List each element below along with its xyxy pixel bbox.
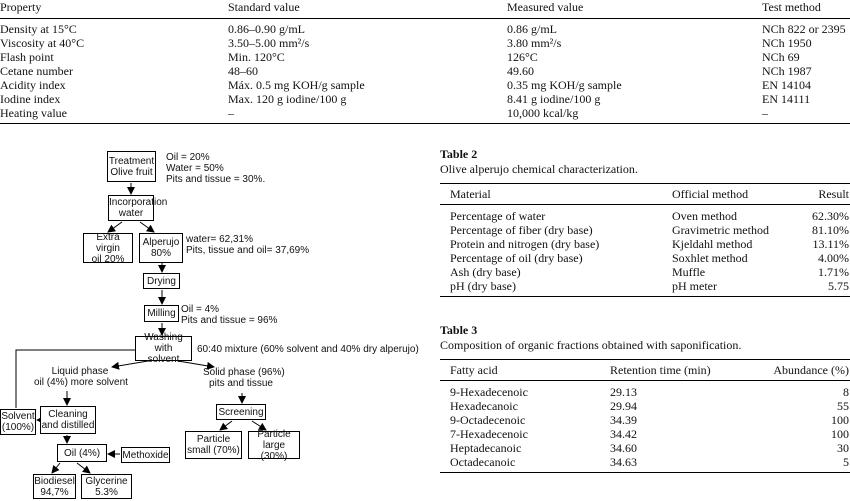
table-cell: 4.00%	[818, 251, 849, 265]
table-cell: Muffle	[672, 265, 706, 279]
table-1-row	[0, 36, 850, 50]
node-solvent: Solvent (100%)	[1, 411, 35, 433]
table-3-header-row	[440, 360, 850, 381]
arrow-oil-biodiesel	[52, 463, 60, 473]
table-cell: Kjeldahl method	[672, 237, 753, 251]
table-2-row	[440, 237, 850, 251]
node-extra-virgin-oil: Extra virgin oil 20%	[83, 233, 133, 263]
table-cell: Ash (dry base)	[450, 265, 521, 279]
table-2-row	[440, 279, 850, 297]
table-3-row	[440, 381, 850, 400]
node-particle-large: Particle large (30%)	[248, 431, 300, 459]
arrow-oil-glycerine	[77, 463, 90, 473]
column-header: Property	[0, 0, 228, 19]
table-1-row	[0, 19, 850, 37]
table-2-caption: Olive alperujo chemical characterization.	[440, 162, 638, 176]
table-cell: 62.30%	[812, 209, 849, 223]
table-2-row	[440, 223, 850, 237]
node-alperujo: Alperujo 80%	[139, 233, 183, 263]
table-3-caption: Composition of organic fractions obtained with saponification.	[440, 338, 742, 352]
table-cell: Máx. 0.5 mg KOH/g sample	[228, 78, 365, 92]
table-cell: Min. 120°C	[228, 50, 285, 64]
table-cell: 48–60	[228, 64, 258, 78]
table-cell: 29.94	[610, 399, 637, 413]
table-cell: Percentage of oil (dry base)	[450, 251, 583, 265]
table-cell: Oven method	[672, 209, 737, 223]
table-cell: Iodine index	[0, 92, 61, 106]
table-cell: 9-Octadecenoic	[450, 413, 526, 427]
table-3-title: Table 3	[440, 323, 478, 337]
table-3-row	[440, 427, 850, 441]
table-cell: 5	[750, 455, 850, 473]
arrow-incorporation-alperujo	[140, 222, 154, 232]
table-2-row	[440, 265, 850, 279]
table-2-row	[440, 251, 850, 265]
table-cell: 0.86–0.90 g/mL	[228, 22, 305, 36]
node-glycerine: Glycerine 5.3%	[81, 474, 132, 499]
table-cell: Viscosity at 40°C	[0, 36, 85, 50]
table-cell: –	[762, 106, 850, 124]
note-alperujo: water= 62,31% Pits, tissue and oil= 37,69%	[186, 234, 310, 256]
column-header: Material	[440, 184, 662, 205]
table-cell: pH meter	[662, 279, 802, 297]
table-1-row	[0, 78, 850, 92]
table-cell: –	[228, 106, 507, 124]
table-1-row	[0, 64, 850, 78]
table-1-row	[0, 92, 850, 106]
node-particle-small: Particle small (70%)	[185, 431, 242, 459]
table-cell: Soxhlet method	[672, 251, 748, 265]
table-cell: Octadecanoic	[440, 455, 600, 473]
note-milling: Oil = 4% Pits and tissue = 96%	[181, 304, 278, 326]
table-1-header-row	[0, 0, 850, 19]
note-treatment: Oil = 20% Water = 50% Pits and tissue = 30%.	[166, 152, 266, 185]
table-cell: NCh 69	[762, 50, 800, 64]
table-cell: 29.13	[610, 385, 637, 399]
column-header: Measured value	[507, 0, 762, 19]
table-2-header-row	[440, 184, 850, 205]
table-cell: Percentage of fiber (dry base)	[450, 223, 593, 237]
node-milling: Milling	[144, 305, 179, 322]
table-cell: NCh 1987	[762, 64, 812, 78]
column-header: Test method	[762, 0, 850, 19]
table-cell: Percentage of water	[450, 209, 546, 223]
table-cell: Gravimetric method	[672, 223, 769, 237]
node-biodiesel: Biodiesel 94,7%	[34, 475, 75, 498]
table-cell: 10,000 kcal/kg	[507, 106, 762, 124]
table-cell: Hexadecanoic	[450, 399, 518, 413]
table-cell: 126°C	[507, 50, 538, 64]
node-incorporation-water: Incorporation water	[109, 197, 168, 219]
node-cleaning-distilled: Cleaning and distilled	[40, 406, 96, 434]
table-cell: Heptadecanoic	[450, 441, 522, 455]
table-3-row	[440, 441, 850, 455]
table-cell: Max. 120 g iodine/100 g	[228, 92, 347, 106]
table-1-row	[0, 50, 850, 64]
node-methoxide: Methoxide	[121, 447, 170, 463]
table-cell: Acidity index	[0, 78, 66, 92]
table-cell: EN 14111	[762, 92, 811, 106]
table-3	[440, 323, 850, 473]
table-cell: Cetane number	[0, 64, 73, 78]
table-cell: pH (dry base)	[440, 279, 662, 297]
node-drying: Drying	[143, 273, 180, 289]
arrow-screening-small	[220, 421, 232, 430]
node-washing-with-solvent: Washing with solvent	[135, 336, 192, 361]
table-cell: 0.35 mg KOH/g sample	[507, 78, 622, 92]
table-cell: 55	[837, 399, 849, 413]
node-oil: Oil (4%)	[57, 444, 107, 462]
table-cell: 13.11%	[812, 237, 849, 251]
table-2	[440, 147, 850, 297]
table-cell: 9-Hexadecenoic	[450, 385, 528, 399]
table-cell: NCh 1950	[762, 36, 812, 50]
table-cell: 34.39	[610, 413, 637, 427]
column-header: Fatty acid	[440, 360, 600, 381]
column-header: Standard value	[228, 0, 507, 19]
table-cell: Flash point	[0, 50, 54, 64]
table-cell: 3.50–5.00 mm²/s	[228, 36, 310, 50]
table-1-row	[0, 106, 850, 124]
column-header: Official method	[662, 184, 802, 205]
table-cell: 8	[843, 385, 849, 399]
table-cell: 34.63	[600, 455, 750, 473]
organic-fractions-table	[440, 359, 850, 473]
process-flowchart	[0, 145, 430, 501]
table-cell: 81.10%	[812, 223, 849, 237]
table-cell: 7-Hexadecenoic	[450, 427, 528, 441]
table-cell: 30	[837, 441, 849, 455]
table-1	[0, 0, 850, 124]
table-cell: 100	[831, 427, 849, 441]
table-cell: 34.42	[610, 427, 637, 441]
column-header: Abundance (%)	[750, 360, 850, 381]
table-cell: 0.86 g/mL	[507, 22, 557, 36]
table-3-row	[440, 413, 850, 427]
alperujo-characterization-table	[440, 183, 850, 297]
table-cell: 1.71%	[818, 265, 849, 279]
node-screening: Screening	[216, 404, 266, 420]
table-cell: 100	[831, 413, 849, 427]
note-washing: 60:40 mixture (60% solvent and 40% dry alperujo)	[197, 344, 419, 355]
table-cell: NCh 822 or 2395	[762, 22, 846, 36]
table-cell: 3.80 mm²/s	[507, 36, 562, 50]
table-cell: Density at 15°C	[0, 22, 77, 36]
arrow-incorporation-extra-virgin	[108, 222, 122, 232]
table-3-row	[440, 399, 850, 413]
table-cell: 8.41 g iodine/100 g	[507, 92, 601, 106]
column-header: Retention time (min)	[600, 360, 750, 381]
table-2-row	[440, 205, 850, 224]
node-treatment: Treatment Olive fruit	[107, 151, 156, 182]
table-cell: 49.60	[507, 64, 534, 78]
table-3-row	[440, 455, 850, 473]
table-cell: Heating value	[0, 106, 228, 124]
table-cell: EN 14104	[762, 78, 811, 92]
column-header: Result	[802, 184, 850, 205]
table-cell: 5.75	[802, 279, 850, 297]
node-liquid-phase: Liquid phase oil (4%) more solvent	[34, 366, 128, 388]
table-cell: 34.60	[610, 441, 637, 455]
table-cell: Protein and nitrogen (dry base)	[450, 237, 600, 251]
table-2-title: Table 2	[440, 147, 478, 161]
biodiesel-properties-table	[0, 0, 850, 124]
node-solid-phase: Solid phase (96%) pits and tissue	[203, 367, 285, 389]
